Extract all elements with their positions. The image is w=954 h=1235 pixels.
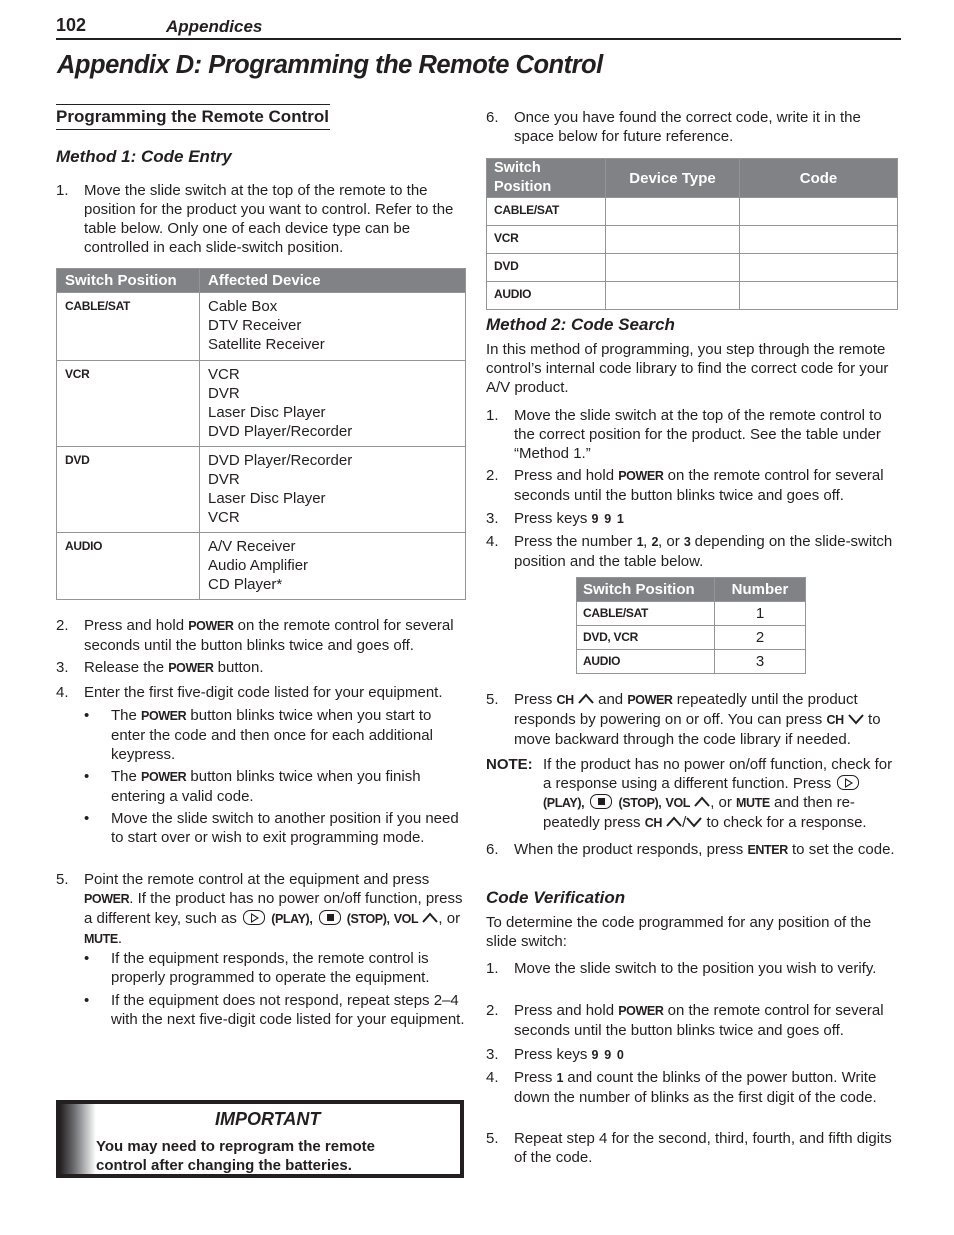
method1-title: Method 1: Code Entry: [56, 147, 232, 166]
chevron-down-icon: [686, 816, 702, 828]
table-row: [487, 254, 898, 282]
bullet-item: • If the equipment does not respond, repeat steps 2–4 with the next five-digit code listed for your equipment.: [84, 992, 465, 1028]
table-header-row: [577, 578, 806, 602]
v-step-4: 4. Press 1 and count the blinks of the power button. Write down the number of blinks as the first digit of the code.: [486, 1069, 877, 1106]
chevron-up-icon: [578, 693, 594, 705]
device-type-cell[interactable]: [606, 254, 740, 282]
note: NOTE: If the product has no power on/off function, check for a response using a different function. Press (PLAY), (STOP), VOL , or MUTE and then re-peatedly press CH / to check for a response.: [486, 756, 893, 831]
switch-cell: VCR: [57, 361, 200, 447]
switch-cell: DVD: [57, 447, 200, 533]
table-header-row: [57, 269, 466, 293]
number-cell: 2: [715, 626, 806, 650]
code-cell[interactable]: [740, 226, 898, 254]
m2-step-2: 2. Press and hold POWER on the remote control for several seconds until the button blinks twice and goes off.: [486, 467, 884, 504]
table-header-row: [487, 159, 898, 198]
step-5: 5. Point the remote control at the equipment and press POWER. If the product has no power on/off function, press a different key, such as (PLAY), (STOP), VOL , or MUTE.: [56, 871, 463, 947]
code-cell[interactable]: [740, 282, 898, 310]
switch-cell: AUDIO: [487, 282, 606, 310]
table-row: [487, 282, 898, 310]
step-6: 6. Once you have found the correct code, write it in the space below for future reference.: [486, 109, 861, 145]
device-type-cell[interactable]: [606, 282, 740, 310]
number-cell: 1: [715, 602, 806, 626]
switch-cell: AUDIO: [577, 650, 715, 674]
v-step-5: 5. Repeat step 4 for the second, third, fourth, and fifth digits of the code.: [486, 1130, 892, 1166]
page-title: Appendix D: Programming the Remote Control: [57, 51, 603, 79]
stop-icon: [590, 794, 612, 809]
page-number: 102: [56, 15, 87, 35]
m2-step-6: 6. When the product responds, press ENTER to set the code.: [486, 841, 895, 858]
device-cell: Cable Box DTV Receiver Satellite Receiver: [200, 293, 466, 361]
table-header: Number: [715, 578, 806, 602]
chevron-up-icon: [694, 796, 710, 808]
switch-cell: CABLE/SAT: [487, 198, 606, 226]
switch-device-table: [56, 268, 466, 600]
code-cell[interactable]: [740, 198, 898, 226]
important-callout: [56, 1100, 464, 1178]
table-header: Device Type: [606, 159, 740, 198]
code-record-table: [486, 158, 898, 310]
device-type-cell[interactable]: [606, 226, 740, 254]
table-row: [57, 361, 466, 447]
table-header: Switch Position: [577, 578, 715, 602]
table-row: [57, 447, 466, 533]
table-row: [57, 293, 466, 361]
play-icon: [837, 775, 859, 790]
page-header: [56, 14, 901, 40]
stop-icon: [319, 910, 341, 925]
bullet-item: • The POWER button blinks twice when you finish entering a valid code.: [84, 768, 421, 805]
method2-intro: In this method of programming, you step through the remote control’s internal code library to find the correct code for your A/V product.: [486, 341, 889, 396]
table-row: [577, 602, 806, 626]
chevron-down-icon: [848, 713, 864, 725]
device-type-cell[interactable]: [606, 198, 740, 226]
play-icon: [243, 910, 265, 925]
switch-cell: DVD, VCR: [577, 626, 715, 650]
important-title: IMPORTANT: [215, 1109, 321, 1129]
v-step-1: 1. Move the slide switch to the position you wish to verify.: [486, 960, 877, 977]
code-cell[interactable]: [740, 254, 898, 282]
table-row: [57, 533, 466, 600]
switch-number-table: [576, 577, 806, 674]
switch-cell: CABLE/SAT: [57, 293, 200, 361]
step-1: 1. Move the slide switch at the top of the remote to the position for the product you want to control. Refer to the table below. Only one of each device type can be controlled in each slide-switch position.: [56, 182, 454, 256]
chevron-up-icon: [422, 912, 438, 924]
switch-cell: AUDIO: [57, 533, 200, 600]
switch-cell: VCR: [487, 226, 606, 254]
step-2: 2. Press and hold POWER on the remote control for several seconds until the button blinks twice and goes off.: [56, 617, 454, 654]
bullet-item: • If the equipment responds, the remote control is properly programmed to operate the equipment.: [84, 950, 430, 986]
table-header: Code: [740, 159, 898, 198]
switch-cell: DVD: [487, 254, 606, 282]
m2-step-1: 1. Move the slide switch at the top of the remote control to the correct position for the product. See the table under “Method 1.”: [486, 407, 882, 462]
chevron-up-icon: [666, 816, 682, 828]
m2-step-4: 4. Press the number 1, 2, or 3 depending on the slide-switch position and the table below.: [486, 533, 893, 570]
v-step-2: 2. Press and hold POWER on the remote control for several seconds until the button blinks twice and goes off.: [486, 1002, 884, 1039]
v-step-3: 3. Press keys 9 9 0: [486, 1046, 624, 1063]
running-title: Appendices: [166, 17, 263, 36]
verification-intro: To determine the code programmed for any position of the slide switch:: [486, 914, 872, 950]
bullet-item: • Move the slide switch to another position if you need to start over or wish to exit programming mode.: [84, 810, 459, 846]
device-cell: DVD Player/Recorder DVR Laser Disc Player VCR: [200, 447, 466, 533]
method2-title: Method 2: Code Search: [486, 315, 675, 334]
step-4: 4. Enter the first five-digit code listed for your equipment.: [56, 684, 443, 701]
number-cell: 3: [715, 650, 806, 674]
m2-step-5: 5. Press CH and POWER repeatedly until the product responds by powering on or off. You can press CH to move backward through the code library if needed.: [486, 691, 881, 748]
table-header: Switch Position: [57, 269, 200, 293]
device-cell: A/V Receiver Audio Amplifier CD Player*: [200, 533, 466, 600]
important-body: You may need to reprogram the remote control after changing the batteries.: [96, 1138, 375, 1174]
table-row: [577, 626, 806, 650]
table-header: Switch Position: [487, 159, 606, 198]
bullet-item: • The POWER button blinks twice when you start to enter the code and then once for each additional keypress.: [84, 707, 433, 763]
section-title: Programming the Remote Control: [56, 104, 330, 130]
table-row: [487, 226, 898, 254]
device-cell: VCR DVR Laser Disc Player DVD Player/Recorder: [200, 361, 466, 447]
m2-step-3: 3. Press keys 9 9 1: [486, 510, 624, 527]
verification-title: Code Verification: [486, 888, 626, 907]
table-row: [487, 198, 898, 226]
step-3: 3. Release the POWER button.: [56, 659, 264, 676]
table-header: Affected Device: [200, 269, 466, 293]
table-row: [577, 650, 806, 674]
switch-cell: CABLE/SAT: [577, 602, 715, 626]
